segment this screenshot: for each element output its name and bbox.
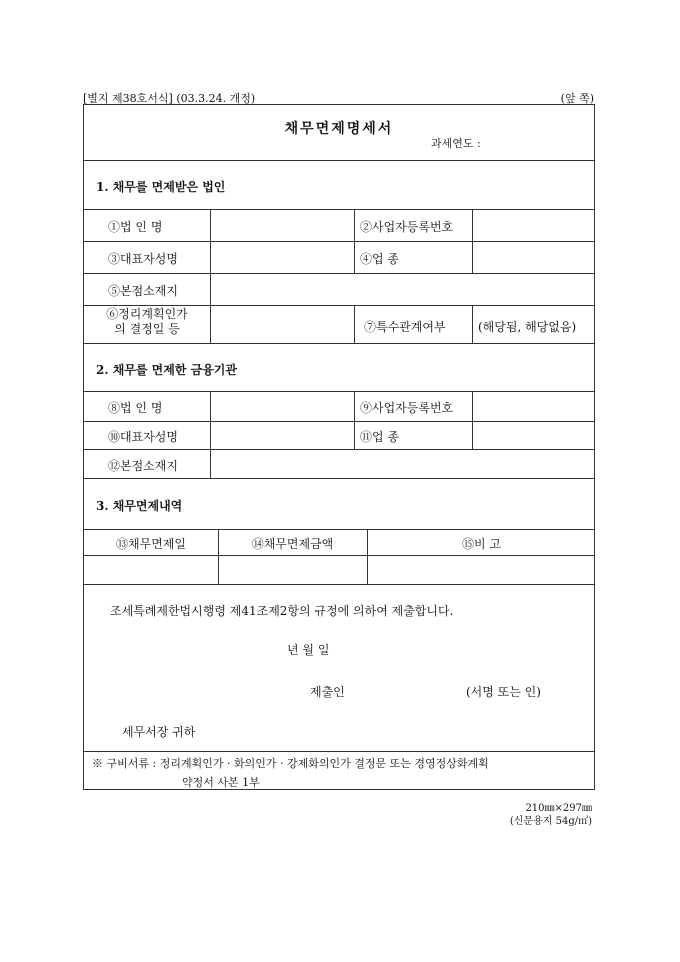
corp-name-label: ①법 인 명 <box>108 220 163 234</box>
lender-business-type-label: ⑪업 종 <box>360 430 399 444</box>
submitter-label: 제출인 <box>310 685 345 699</box>
divider <box>210 391 211 478</box>
divider <box>354 305 355 343</box>
lender-biz-reg-no-label: ⑨사업자등록번호 <box>360 401 454 415</box>
paper-size: 210㎜×297㎜ <box>525 803 592 814</box>
lender-corp-name-label: ⑧법 인 명 <box>108 401 163 415</box>
divider <box>84 391 594 392</box>
paper-type: (신문용지 54g/㎡) <box>509 816 592 827</box>
divider <box>84 555 594 556</box>
head-office-label: ⑤본점소재지 <box>108 284 178 298</box>
required-docs-note-line2: 약정서 사본 1부 <box>182 776 260 789</box>
restructuring-date-line1: ⑥정리계획인가 <box>106 307 188 321</box>
signature-label: (서명 또는 인) <box>466 685 541 699</box>
form-title: 채무면제명세서 <box>284 121 394 137</box>
divider <box>354 391 355 449</box>
divider <box>84 343 594 344</box>
special-relation-label: ⑦특수관계여부 <box>364 320 446 334</box>
representative-label: ③대표자성명 <box>108 252 178 266</box>
divider <box>210 209 211 343</box>
divider <box>84 529 594 530</box>
divider <box>472 391 473 449</box>
divider <box>84 751 594 752</box>
form-reference: [별지 제38호서식] (03.3.24. 개정) <box>83 92 256 105</box>
divider <box>472 305 473 343</box>
divider <box>472 209 473 273</box>
declaration-statement: 조세특례제한법시행령 제41조제2항의 규정에 의하여 제출합니다. <box>110 604 454 618</box>
paper-spec <box>510 802 592 828</box>
section2-heading: 2. 채무를 면제한 금융기관 <box>96 363 237 377</box>
lender-representative-label: ⑩대표자성명 <box>108 430 178 444</box>
divider <box>84 478 594 479</box>
biz-reg-no-label: ②사업자등록번호 <box>360 220 454 234</box>
page-side-label: (앞 쪽) <box>560 92 594 105</box>
divider <box>84 421 594 422</box>
restructuring-date-label <box>84 307 210 337</box>
lender-head-office-label: ⑫본점소재지 <box>108 459 178 473</box>
divider <box>84 160 594 161</box>
section1-heading: 1. 채무를 면제받은 법인 <box>96 180 226 194</box>
divider <box>84 449 594 450</box>
business-type-label: ④업 종 <box>360 252 399 266</box>
divider <box>84 209 594 210</box>
divider <box>84 273 594 274</box>
remarks-header: ⑮비 고 <box>462 537 501 551</box>
divider <box>84 241 594 242</box>
tax-year-label: 과세연도 : <box>431 137 481 150</box>
addressee: 세무서장 귀하 <box>122 725 196 739</box>
special-relation-value: (해당됨, 해당없음) <box>478 320 577 334</box>
exemption-amount-header: ⑭채무면제금액 <box>251 537 334 551</box>
divider <box>84 305 594 306</box>
divider <box>84 584 594 585</box>
debt-exemption-form <box>83 104 595 790</box>
declaration-date: 년 월 일 <box>287 643 330 657</box>
divider <box>354 209 355 273</box>
section3-heading: 3. 채무면제내역 <box>96 499 183 513</box>
required-docs-note-line1: ※ 구비서류 : 정리계획인가 · 화의인가 · 강제화의인가 결정문 또는 경영정상화계획 <box>92 757 489 770</box>
exemption-date-header: ⑬채무면제일 <box>116 537 186 551</box>
restructuring-date-line2: 의 결정일 등 <box>114 322 180 336</box>
